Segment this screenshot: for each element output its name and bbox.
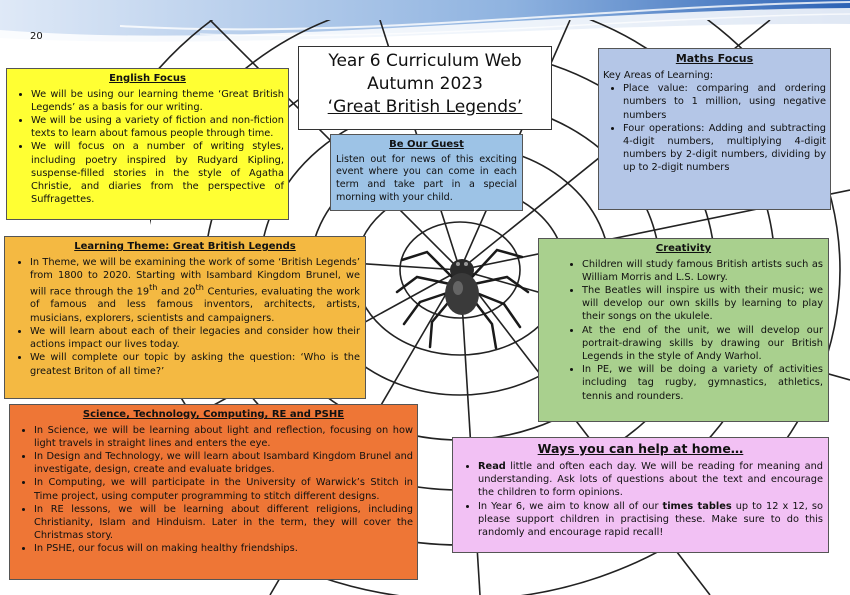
ordinal-suffix: th [195, 281, 204, 292]
page-number: 20 [30, 31, 43, 42]
english-focus-heading: English Focus [109, 73, 186, 84]
spider-icon [392, 232, 532, 352]
learning-theme-heading: Learning Theme: Great British Legends [74, 241, 296, 252]
list-item: • The Beatles will inspire us with their music; we will develop our own skills by learning to play their songs on the ukulele. [582, 284, 823, 324]
science-panel [9, 404, 418, 580]
help-item-1-bold: Read [478, 460, 506, 472]
learning-item-1-c: Centuries, evaluating the work of famous and less famous inventors, architects, artists, musicians, explorers, scientists and campaigners. [30, 286, 360, 324]
list-item: • In RE lessons, we will be learning about different religions, including Christianity, Islam and Hinduism. Later in the term, they will cover the Christmas story. [34, 503, 413, 543]
page-title [298, 46, 552, 130]
list-item: • Four operations: Adding and subtracting 4-digit numbers, multiplying 4-digit numbers by 2-digit numbers, dividing by up to 2-digit numbers [623, 122, 826, 175]
list-item: • We will focus on a number of writing styles, including poetry inspired by Rudyard Kipling, suspense-filled stories in the style of Agatha Christie, and diaries from the perspective of Suffragettes. [31, 140, 284, 206]
be-our-guest-heading: Be Our Guest [389, 139, 464, 150]
list-item: • In Design and Technology, we will learn about Isambard Kingdom Brunel and investigate, design, create and evaluate bridges. [34, 450, 413, 476]
list-item: • We will learn about each of their legacies and consider how their actions impact our lives today. [30, 325, 360, 351]
help-at-home-panel [452, 437, 829, 553]
list-item: • We will be using a variety of fiction and non-fiction texts to learn about famous people through time. [31, 114, 284, 140]
maths-focus-heading: Maths Focus [675, 52, 754, 65]
list-item: • We will be using our learning theme ‘Great British Legends’ as a basis for our writing. [31, 88, 284, 114]
be-our-guest-panel [330, 134, 523, 211]
list-item: • In PSHE, our focus will on making healthy friendships. [34, 542, 413, 555]
title-line-2: Autumn 2023 [367, 73, 483, 94]
help-item-2-bold: times tables [662, 500, 732, 512]
help-item-1-rest: little and often each day. We will be reading for meaning and understanding. Ask lots of questions about the text and encourage the children to form opinions. [478, 460, 823, 499]
list-item: • We will complete our topic by asking the question: ‘Who is the greatest Briton of all time?’ [30, 351, 360, 377]
help-item-2-a: In Year 6, we aim to know all of our [478, 500, 663, 512]
list-item: • At the end of the unit, we will develop our portrait-drawing skills by drawing our British Legends in the style of Andy Warhol. [582, 324, 823, 364]
be-our-guest-text: Listen out for news of this exciting event where you can come in each term and take part in a special morning with your child. [336, 153, 517, 204]
title-line-3: ‘Great British Legends’ [327, 96, 523, 117]
list-item: • Place value: comparing and ordering numbers to 1 million, using negative numbers [623, 82, 826, 122]
creativity-heading: Creativity [655, 243, 712, 254]
list-item [30, 256, 360, 325]
learning-item-1-b: and 20 [157, 286, 196, 298]
learning-theme-panel [4, 236, 366, 399]
list-item: • In PE, we will be doing a variety of activities including tag rugby, gymnastics, athletics, tennis and rounders. [582, 363, 823, 403]
list-item [478, 500, 823, 540]
list-item: • In Science, we will be learning about light and reflection, focusing on how light travels in straight lines and enters the eye. [34, 424, 413, 450]
learning-item-1-a: In Theme, we will be examining the work of some ‘British Legends’ from 1800 to 2020. Starting with Isambard Kingdom Brunel, we will race through the 19 [30, 256, 360, 298]
list-item [478, 460, 823, 500]
science-heading: Science, Technology, Computing, RE and PSHE [82, 409, 345, 420]
list-item: • In Computing, we will participate in the University of Warwick’s Stitch in Time project, using computer programming to stitch different designs. [34, 476, 413, 502]
title-line-1: Year 6 Curriculum Web [328, 51, 522, 71]
creativity-panel [538, 238, 829, 422]
ordinal-suffix: th [149, 281, 158, 292]
maths-focus-panel [598, 48, 831, 210]
help-at-home-heading: Ways you can help at home… [537, 441, 744, 456]
english-focus-panel [6, 68, 289, 220]
maths-intro: Key Areas of Learning: [603, 69, 714, 81]
help-item-2-b: up to 12 x 12, so please support children in practising these. Make sure to do this randomly and encourage rapid recall! [478, 500, 824, 538]
list-item: • Children will study famous British artists such as William Morris and L.S. Lowry. [582, 258, 823, 284]
